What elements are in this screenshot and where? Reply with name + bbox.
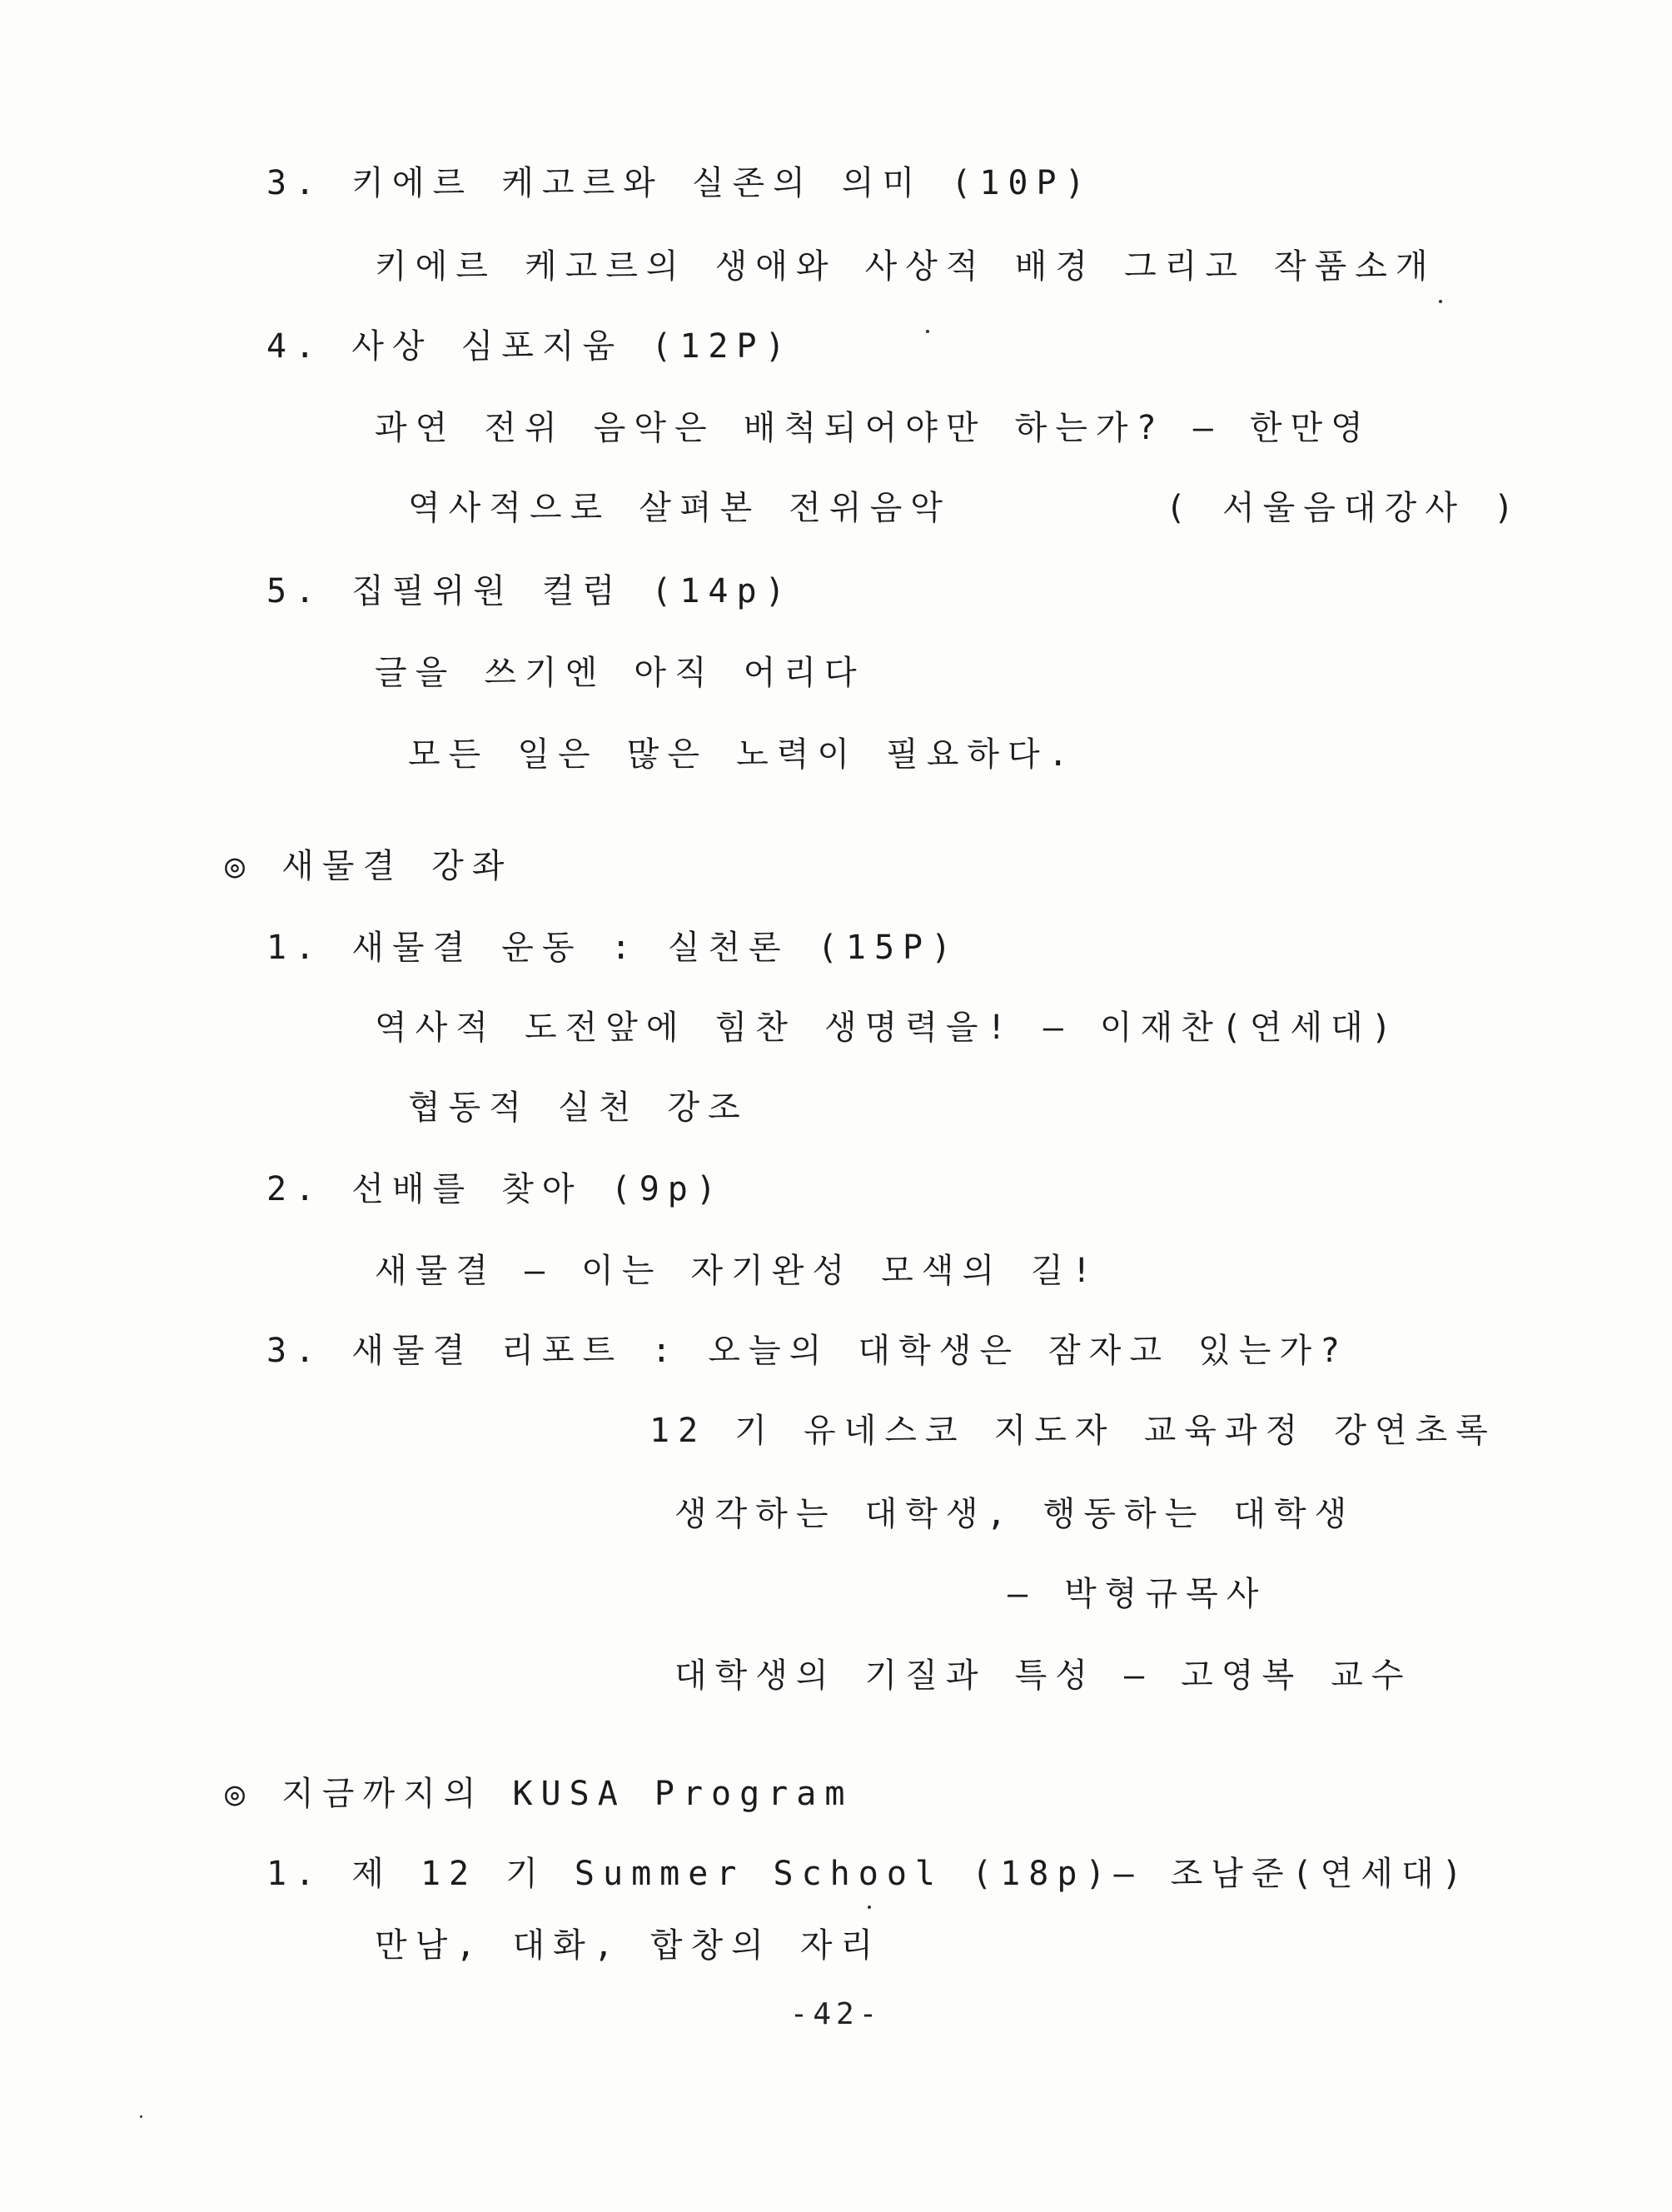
toc-desc-unesco-lecture: 12 기 유네스코 지도자 교육과정 강연초록 [649,1412,1496,1450]
toc-desc-thinking-student: 생각하는 대학생, 행동하는 대학생 [674,1495,1356,1533]
toc-item-1-movement: 1. 새물결 운동 : 실천론 (15P) [266,929,960,967]
toc-desc-author-park: — 박형규목사 [1008,1575,1267,1613]
toc-item-3-kierkegaard: 3. 키에르 케고르와 실존의 의미 (10P) [266,164,1093,202]
toc-desc-student-nature: 대학생의 기질과 특성 — 고영복 교수 [674,1657,1412,1695]
toc-author-affiliation: ( 서울음대강사 ) [1165,489,1522,527]
toc-desc-cooperation: 협동적 실천 강조 [408,1089,749,1127]
toc-item-4-symposium: 4. 사상 심포지움 (12P) [266,327,794,366]
page-number: -42- [789,1997,883,2031]
toc-desc-meeting: 만남, 대화, 합창의 자리 [375,1926,882,1965]
toc-item-2-seniors: 2. 선배를 찾아 (9p) [266,1170,724,1208]
toc-desc-self-completion: 새물결 — 이는 자기완성 모색의 길! [375,1252,1100,1290]
scan-speck [140,2115,142,2118]
scan-speck [926,330,929,333]
toc-desc-effort: 모든 일은 많은 노력이 필요하다. [408,735,1077,774]
scan-speck [868,1906,871,1909]
toc-item-1-summer-school: 1. 제 12 기 Summer School (18p)— 조남준(연세대) [266,1855,1470,1893]
toc-desc-avantgarde-history: 역사적으로 살펴본 전위음악 [408,489,951,527]
section-heading-saemulgyeol: ◎ 새물결 강좌 [225,847,513,885]
section-heading-kusa-program: ◎ 지금까지의 KUSA Program [225,1775,853,1813]
toc-item-3-report: 3. 새물결 리포트 : 오늘의 대학생은 잠자고 있는가? [266,1332,1349,1370]
toc-desc-avantgarde-question: 과연 전위 음악은 배척되어야만 하는가? — 한만영 [375,409,1371,447]
scan-speck [1439,300,1442,303]
toc-desc-writing: 글을 쓰기엔 아직 어리다 [375,654,865,692]
toc-item-5-column: 5. 집필위원 컬럼 (14p) [266,572,794,610]
toc-desc-kierkegaard: 키에르 케고르의 생애와 사상적 배경 그리고 작품소개 [375,247,1436,286]
toc-desc-vitality: 역사적 도전앞에 힘찬 생명력을! — 이재찬(연세대) [375,1009,1400,1047]
